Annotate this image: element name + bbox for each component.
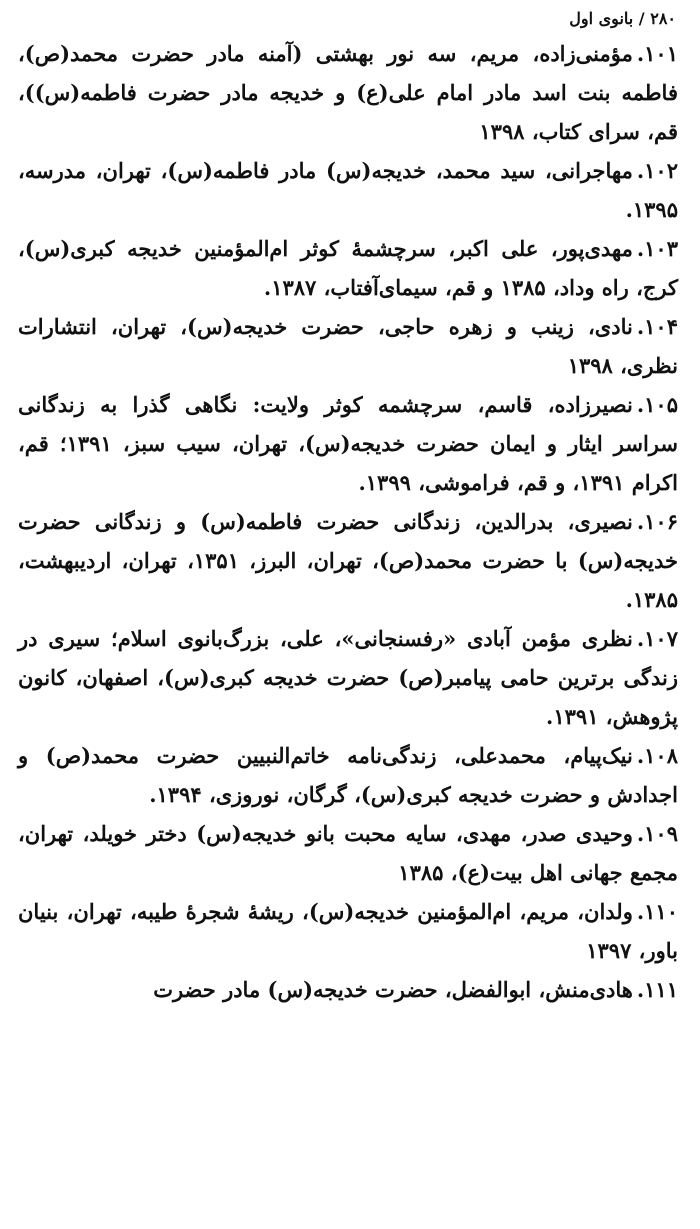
entry-text: نصیرزاده، قاسم، سرچشمه کوثر ولایت: نگاهی گذرا به زندگانی سراسر ایثار و ایمان حضرت خدیجه(س)، تهران، سیب سبز، ۱۳۹۱؛ قم، اکرام ۱۳۹۱، و قم، فراموشی، ۱۳۹۹.	[18, 392, 678, 495]
header-separator: /	[638, 9, 645, 28]
entry-text: ولدان، مریم، ام‌المؤمنین خدیجه(س)، ریشهٔ شجرهٔ طیبه، تهران، بنیان باور، ۱۳۹۷	[18, 899, 678, 963]
entry-text: هادی‌منش، ابوالفضل، حضرت خدیجه(س) مادر حضرت	[153, 977, 633, 1002]
entry-text: نادی، زینب و زهره حاجی، حضرت خدیجه(س)، تهران، انتشارات نظری، ۱۳۹۸	[18, 314, 678, 378]
entry-text: مهدی‌پور، علی اکبر، سرچشمهٔ کوثر ام‌المؤمنین خدیجه کبری(س)، کرج، راه وداد، ۱۳۸۵ و قم، سیمای‌آفتاب، ۱۳۸۷.	[18, 236, 678, 300]
bibliography-entry-106	[18, 502, 678, 619]
entry-number: ۱۰۱ .	[637, 41, 678, 66]
bibliography-list	[18, 34, 678, 1009]
entry-text: مؤمنی‌زاده، مریم، سه نور بهشتی (آمنه مادر حضرت محمد(ص)، فاطمه بنت اسد مادر امام علی(ع) و خدیجه مادر حضرت فاطمه(س))، قم، سرای کتاب، ۱۳۹۸	[18, 41, 678, 144]
entry-text: مهاجرانی، سید محمد، خدیجه(س) مادر فاطمه(س)، تهران، مدرسه، ۱۳۹۵.	[18, 158, 678, 222]
entry-text: وحیدی صدر، مهدی، سایه محبت بانو خدیجه(س) دختر خویلد، تهران، مجمع جهانی اهل بیت(ع)، ۱۳۸۵	[18, 821, 678, 885]
running-title: بانوی اول	[569, 9, 634, 28]
entry-text: نظری مؤمن آبادی «رفسنجانی»، علی، بزرگ‌بانوی اسلام؛ سیری در زندگی برترین حامی پیامبر(ص) حضرت خدیجه کبری(س)، اصفهان، کانون پژوهش، ۱۳۹۱.	[18, 626, 678, 729]
entry-number: ۱۰۶ .	[637, 509, 678, 534]
entry-number: ۱۰۸ .	[637, 743, 678, 768]
bibliography-entry-107	[18, 619, 678, 736]
bibliography-entry-109	[18, 814, 678, 892]
entry-text: نیک‌پیام، محمدعلی، زندگی‌نامه خاتم‌النبیین حضرت محمد(ص) و اجدادش و حضرت خدیجه کبری(س)، گرگان، نوروزی، ۱۳۹۴.	[18, 743, 678, 807]
bibliography-entry-111	[18, 970, 678, 1009]
bibliography-entry-102	[18, 151, 678, 229]
entry-number: ۱۱۱ .	[637, 977, 678, 1002]
entry-number: ۱۰۲ .	[637, 158, 678, 183]
bibliography-entry-105	[18, 385, 678, 502]
bibliography-entry-104	[18, 307, 678, 385]
entry-number: ۱۱۰ .	[637, 899, 678, 924]
entry-text: نصیری، بدرالدین، زندگانی حضرت فاطمه(س) و زندگانی حضرت خدیجه(س) با حضرت محمد(ص)، تهران، البرز، ۱۳۵۱، تهران، اردیبهشت، ۱۳۸۵.	[18, 509, 678, 612]
entry-number: ۱۰۴ .	[637, 314, 678, 339]
page-number: ۲۸۰	[650, 9, 676, 28]
bibliography-entry-110	[18, 892, 678, 970]
entry-number: ۱۰۳ .	[637, 236, 678, 261]
entry-number: ۱۰۵ .	[637, 392, 678, 417]
bibliography-entry-101	[18, 34, 678, 151]
bibliography-entry-108	[18, 736, 678, 814]
bibliography-entry-103	[18, 229, 678, 307]
running-header	[18, 8, 678, 34]
entry-number: ۱۰۹ .	[637, 821, 678, 846]
entry-number: ۱۰۷ .	[637, 626, 678, 651]
